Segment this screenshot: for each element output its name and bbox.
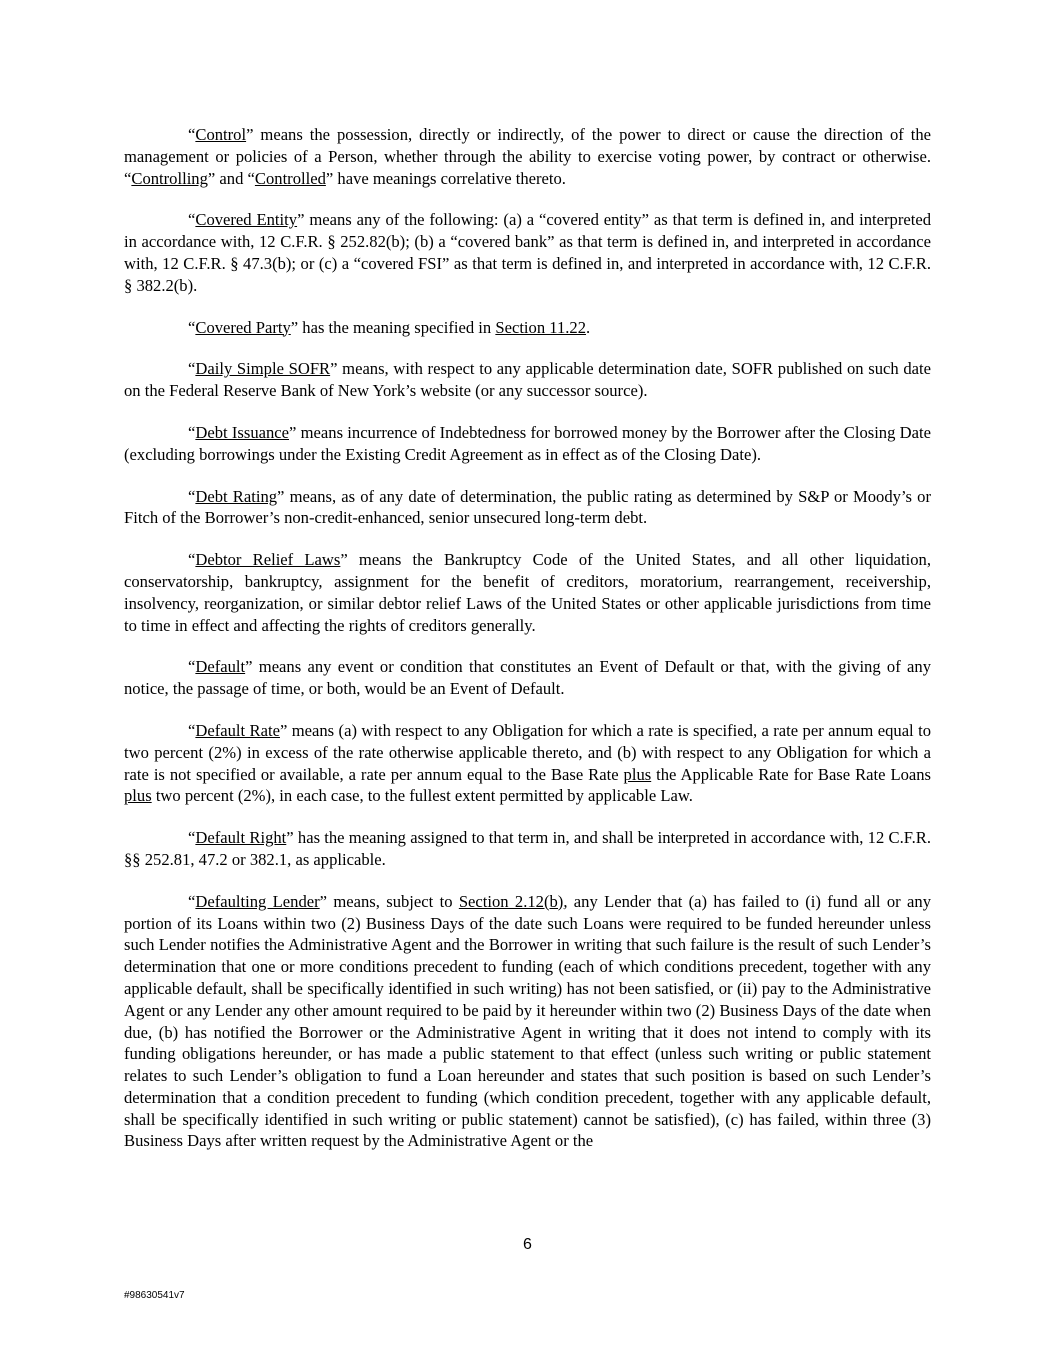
document-id: #98630541v7 — [124, 1290, 185, 1301]
definition-text: “ — [188, 891, 196, 911]
definition-paragraph — [124, 317, 931, 339]
definition-text: “ — [188, 720, 196, 740]
defined-term: Daily Simple SOFR — [195, 359, 331, 379]
underlined-reference: Controlled — [254, 168, 326, 188]
definition-text: “ — [188, 828, 196, 848]
definition-paragraph — [124, 422, 931, 466]
definition-text: ” means any of the following: (a) a “covered entity” as that term is defined in, and interpreted in accordance with, 12 C.F.R. § 252.82(b); (b) a “covered bank” as that term is defined in, and interpreted in accordance with, 12 C.F.R. § 47.3(b); or (c) a “covered FSI” as that term is defined in, and interpreted in accordance with, 12 C.F.R. § 382.2(b). — [124, 210, 931, 295]
defined-term: Covered Entity — [195, 210, 298, 230]
definition-text: the Applicable Rate for Base Rate Loans — [651, 764, 931, 784]
definition-paragraph — [124, 656, 931, 700]
underlined-reference: plus — [623, 764, 652, 784]
defined-term: Control — [195, 125, 247, 144]
definition-text: ” has the meaning assigned to that term in, and shall be interpreted in accordance with, 12 C.F.R. §§ 252.81, 47.2 or 382.1, as applicable. — [124, 828, 931, 869]
definition-text: “ — [188, 317, 196, 337]
definition-text: ” and “ — [207, 168, 255, 188]
definition-text: ” has the meaning specified in — [290, 317, 496, 337]
definition-text: ” means any event or condition that constitutes an Event of Default or that, with the giving of any notice, the passage of time, or both, would be an Event of Default. — [124, 657, 931, 699]
document-body — [124, 124, 931, 1172]
definition-text: “ — [188, 657, 196, 677]
definition-text: “ — [188, 550, 196, 570]
definition-paragraph — [124, 358, 931, 402]
underlined-reference: plus — [124, 786, 152, 806]
definition-text: ” means incurrence of Indebtedness for borrowed money by the Borrower after the Closing Date (excluding borrowings under the Existing Credit Agreement as in effect as of the Closing Date). — [124, 422, 931, 464]
underlined-reference: Section 11.22 — [495, 317, 587, 337]
definition-text: . — [586, 317, 591, 337]
definition-text: ” have meanings correlative thereto. — [325, 168, 566, 188]
underlined-reference: Controlling — [131, 168, 208, 188]
defined-term: Defaulting Lender — [195, 891, 320, 911]
definition-text: ” means the possession, directly or indirectly, of the power to direct or cause the direction of the management or policies of a Person, whether through the ability to exercise voting power, by contract or otherwise. “ — [124, 125, 931, 188]
definition-text: “ — [188, 125, 196, 144]
definition-paragraph — [124, 486, 931, 530]
definition-text: “ — [188, 210, 196, 230]
definition-text: ” means, as of any date of determination, the public rating as determined by S&P or Moody’s or Fitch of the Borrower’s non-credit-enhanced, senior unsecured long-term debt. — [124, 486, 931, 528]
definition-text: “ — [188, 486, 196, 506]
defined-term: Debt Rating — [195, 486, 278, 506]
definition-text: , any Lender that (a) has failed to (i) fund all or any portion of its Loans within two (2) Business Days of the date such Loans were required to be funded hereunder unless such Lender notifies the Administrative Agent and the Borrower in writing that such failure is the result of such Lender’s determination that one or more conditions precedent to funding (each of which conditions precedent, together with any applicable default, shall be specifically identified in such writing) has not been satisfied, or (ii) pay to the Administrative Agent or any Lender any other amount required to be paid by it hereunder within two (2) Business Days of the date when due, (b) has notified the Borrower or the Administrative Agent in writing that it does not intend to comply with its funding obligations hereunder, or has made a public statement to that effect (unless such writing or public statement relates to such Lender’s obligation to fund a Loan hereunder and states that such position is based on such Lender’s determination that a condition precedent to funding (which condition precedent, together with any applicable default, shall be specifically identified in such writing or public statement) cannot be satisfied), (c) has failed, within three (3) Business Days after written request by the Administrative Agent or the — [124, 891, 931, 1151]
definition-text: ” means, with respect to any applicable determination date, SOFR published on such date on the Federal Reserve Bank of New York’s website (or any successor source). — [124, 359, 931, 401]
defined-term: Covered Party — [195, 317, 291, 337]
definition-paragraph — [124, 549, 931, 636]
definition-text: ” means the Bankruptcy Code of the United States, and all other liquidation, conservatorship, bankruptcy, assignment for the benefit of creditors, moratorium, rearrangement, receivership, insolvency, reorganization, or similar debtor relief Laws of the United States or other applicable jurisdictions from time to time in effect and affecting the rights of creditors generally. — [124, 550, 931, 635]
definition-paragraph — [124, 720, 931, 807]
defined-term: Debtor Relief Laws — [195, 550, 341, 570]
definition-paragraph — [124, 209, 931, 296]
defined-term: Default — [195, 657, 246, 677]
definition-paragraph — [124, 891, 931, 1153]
page-number: 6 — [523, 1236, 532, 1253]
definition-text: “ — [188, 422, 196, 442]
definition-paragraph — [124, 124, 931, 189]
definition-text: “ — [188, 359, 196, 379]
defined-term: Default Rate — [195, 720, 280, 740]
definition-text: ” means, subject to — [319, 891, 459, 911]
underlined-reference: Section 2.12(b) — [458, 891, 564, 911]
defined-term: Debt Issuance — [195, 422, 290, 442]
defined-term: Default Right — [195, 828, 287, 848]
definition-paragraph — [124, 827, 931, 871]
definition-text: two percent (2%), in each case, to the fullest extent permitted by applicable Law. — [151, 786, 693, 806]
definition-text: ” means (a) with respect to any Obligation for which a rate is specified, a rate per annum equal to two percent (2%) in excess of the rate otherwise applicable thereto, and (b) with respect to any Obligation for which a rate is not specified or available, a rate per annum equal to the Base Rate — [124, 720, 931, 784]
